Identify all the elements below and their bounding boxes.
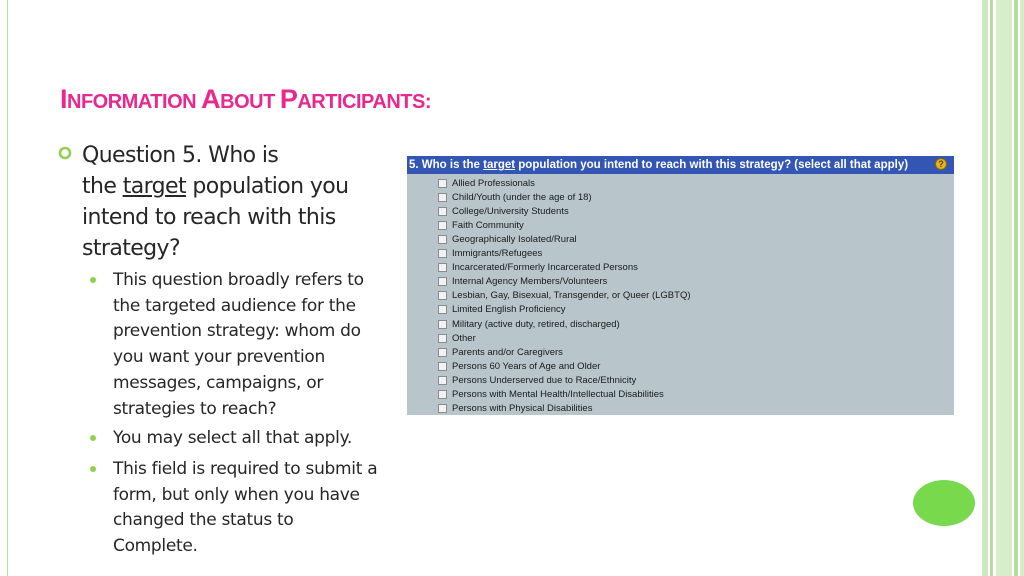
checkbox-label: College/University Students xyxy=(452,206,569,218)
frame-stripe-right xyxy=(996,0,1012,576)
checkbox[interactable] xyxy=(438,207,447,216)
checkbox[interactable] xyxy=(438,193,447,202)
slide-title: INFORMATION ABOUT PARTICIPANTS: xyxy=(60,84,431,114)
checkbox-label: Parents and/or Caregivers xyxy=(452,346,563,358)
checkbox-label: Faith Community xyxy=(452,220,524,232)
bullet-dot-icon xyxy=(90,277,96,283)
checkbox-label: Persons with Mental Health/Intellectual Disabilities xyxy=(452,388,664,400)
checkbox[interactable] xyxy=(438,390,447,399)
sub-bullet: This field is required to submit a form, but only when you have changed the status to Complete. xyxy=(90,457,380,560)
checkbox[interactable] xyxy=(438,362,447,371)
form-question-header: 5. Who is the target population you intend to reach with this strategy? (select all that apply) ? xyxy=(407,156,954,174)
bullet-dot-icon xyxy=(90,466,96,472)
frame-stripe-right xyxy=(990,0,993,576)
checkbox[interactable] xyxy=(438,263,447,272)
checkbox-label: Other xyxy=(452,332,476,344)
checkbox-label: Incarcerated/Formerly Incarcerated Persons xyxy=(452,262,638,274)
checkbox-label: Persons 60 Years of Age and Older xyxy=(452,360,601,372)
checkbox[interactable] xyxy=(438,348,447,357)
checkbox-label: Lesbian, Gay, Bisexual, Transgender, or Queer (LGBTQ) xyxy=(452,290,691,302)
sub-bullet: You may select all that apply. xyxy=(90,426,380,452)
checkbox-label: Persons with Physical Disabilities xyxy=(452,402,593,414)
checkbox-label: Limited English Proficiency xyxy=(452,304,566,316)
bullet-dot-icon xyxy=(90,435,96,441)
decorative-circle xyxy=(913,480,975,526)
checkbox-label: Persons Underserved due to Race/Ethnicity xyxy=(452,374,637,386)
checkbox[interactable] xyxy=(438,179,447,188)
checkbox[interactable] xyxy=(438,235,447,244)
checkbox[interactable] xyxy=(438,249,447,258)
checkbox-label: Internal Agency Members/Volunteers xyxy=(452,276,608,288)
checkbox[interactable] xyxy=(438,320,447,329)
target-population-form xyxy=(407,156,954,415)
help-icon[interactable]: ? xyxy=(935,158,947,170)
checkbox-label: Allied Professionals xyxy=(452,178,535,189)
frame-stripe-right xyxy=(1020,0,1024,576)
checkbox-label: Immigrants/Refugees xyxy=(452,248,543,260)
checkbox[interactable] xyxy=(438,277,447,286)
checkbox[interactable] xyxy=(438,334,447,343)
checkbox[interactable] xyxy=(438,291,447,300)
checkbox[interactable] xyxy=(438,376,447,385)
frame-stripe-right xyxy=(982,0,988,576)
ring-bullet-icon xyxy=(58,146,72,160)
sub-bullet: This question broadly refers to the targeted audience for the prevention strategy: whom do you want your prevention messages, campaigns, or strategies to reach? xyxy=(90,268,380,422)
frame-line-left xyxy=(7,0,8,576)
question-text: Question 5. Who is the target population you intend to reach with this strategy? xyxy=(82,143,349,261)
checkbox[interactable] xyxy=(438,404,447,413)
checkbox-label: Military (active duty, retired, discharged) xyxy=(452,318,620,330)
checkbox[interactable] xyxy=(438,221,447,230)
checkbox[interactable] xyxy=(438,305,447,314)
checkbox-label: Geographically Isolated/Rural xyxy=(452,234,577,246)
frame-stripe-right xyxy=(1014,0,1018,576)
checkbox-label: Child/Youth (under the age of 18) xyxy=(452,192,592,204)
